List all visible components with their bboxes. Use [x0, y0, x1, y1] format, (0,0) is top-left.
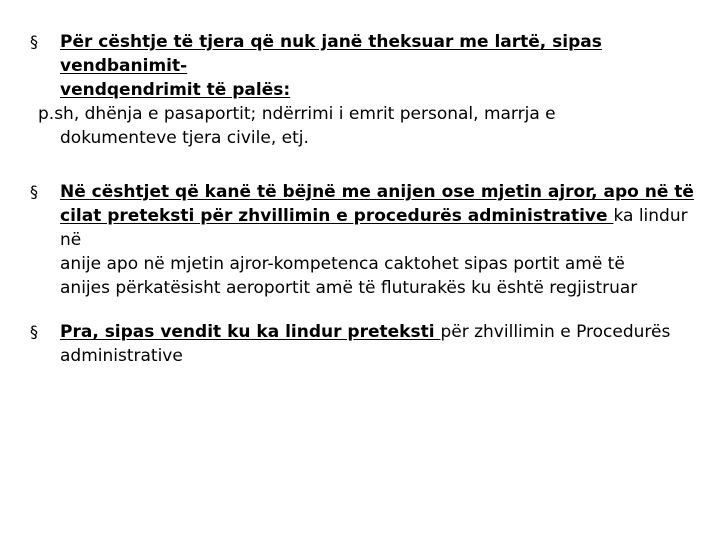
heading-line: cilat preteksti për zhvillimin e procedurës administrative: [60, 206, 614, 226]
detail-line: anijes përkatësisht aeroportit amë të fluturakës ku është regjistruar: [60, 278, 638, 298]
bullet-text-residence: [38, 30, 700, 150]
heading-line: vendqendrimit të palës:: [60, 80, 291, 100]
detail-line: dokumenteve tjera civile, etj.: [60, 128, 309, 148]
detail-line: për zhvillimin e Procedurës: [440, 322, 671, 342]
detail-line: p.sh, dhënja e pasaportit; ndërrimi i emrit personal, marrja e: [38, 104, 556, 124]
detail-line: ka lindur në: [60, 206, 688, 250]
heading-line: Për cështje të tjera që nuk janë theksuar me lartë, sipas vendbanimit-: [60, 32, 602, 76]
bullet-text-vessel-aircraft: [60, 180, 700, 300]
section-bullet-icon: §: [30, 322, 38, 341]
heading-line: Pra, sipas vendit ku ka lindur preteksti: [60, 322, 441, 342]
detail-line: administrative: [60, 346, 183, 366]
detail-line: anije apo në mjetin ajror-kompetenca caktohet sipas portit amë të: [60, 254, 625, 274]
bullet-text-place-of-pretext: [60, 320, 700, 368]
section-bullet-icon: §: [30, 182, 38, 201]
heading-line: Në cështjet që kanë të bëjnë me anijen ose mjetin ajror, apo në të: [60, 182, 694, 202]
section-bullet-icon: §: [30, 32, 38, 51]
